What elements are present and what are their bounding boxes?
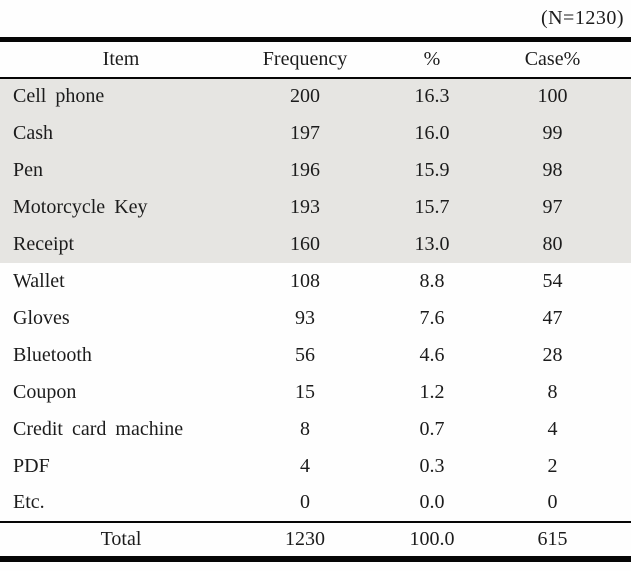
case-percent-cell: 4 [547,417,558,440]
frequency-cell: 108 [290,269,320,292]
table-row-bluetooth [0,337,631,374]
case-percent-cell: 0 [547,491,558,513]
case-percent-cell: 8 [547,380,558,403]
item-cell: Credit card machine [13,417,184,440]
percent-cell: 7.6 [419,306,445,329]
case-percent-cell: 2 [547,454,558,477]
item-cell: Etc. [13,491,45,513]
table-header [0,40,631,78]
frequency-cell: 160 [290,232,320,255]
total-percent: 100.0 [409,527,455,550]
percent-cell: 13.0 [414,232,450,255]
table-body [0,78,631,522]
table-row-cell-phone [0,78,631,115]
item-cell: Motorcycle Key [13,195,148,218]
item-cell: Coupon [13,380,77,403]
frequency-cell: 56 [295,343,315,366]
percent-cell: 16.0 [414,121,450,144]
item-cell: Cash [13,121,53,144]
table-row-pdf [0,448,631,485]
percent-cell: 15.7 [414,195,450,218]
total-label: Total [100,527,142,550]
total-row [0,522,631,559]
item-cell: Bluetooth [13,343,92,366]
col-header-frequency: Frequency [262,47,348,70]
item-cell: Pen [13,158,43,181]
percent-cell: 1.2 [419,380,445,403]
percent-cell: 0.0 [419,491,445,513]
case-percent-cell: 47 [542,306,563,329]
total-frequency: 1230 [285,527,325,550]
item-cell: Wallet [13,269,65,292]
table-row-cash [0,115,631,152]
total-case-percent: 615 [537,527,568,550]
percent-cell: 4.6 [419,343,445,366]
item-cell: PDF [13,454,50,477]
case-percent-cell: 100 [537,85,568,107]
frequency-cell: 193 [290,195,320,218]
table-row-motorcycle-key [0,189,631,226]
table-row-credit-card-machine [0,411,631,448]
table-row-pen [0,152,631,189]
case-percent-cell: 99 [542,121,563,144]
frequency-cell: 196 [290,158,320,181]
percent-cell: 15.9 [414,158,450,181]
frequency-cell: 15 [295,380,315,403]
percent-cell: 8.8 [419,269,445,292]
table-row-coupon [0,374,631,411]
frequency-cell: 8 [300,417,310,440]
header-row [0,40,631,78]
percent-cell: 16.3 [414,85,450,107]
case-percent-cell: 80 [542,232,563,255]
frequency-cell: 197 [290,121,320,144]
frequency-cell: 4 [300,454,310,477]
table-row-etc [0,485,631,522]
col-header-percent: % [423,47,441,70]
table-row-receipt [0,226,631,263]
case-percent-cell: 28 [542,343,563,366]
case-percent-cell: 54 [542,269,563,292]
frequency-cell: 93 [295,306,315,329]
case-percent-cell: 98 [542,158,563,181]
table-footer [0,522,631,559]
case-percent-cell: 97 [542,195,563,218]
frequency-cell: 0 [300,491,310,513]
table-row-gloves [0,300,631,337]
percent-cell: 0.7 [419,417,445,440]
percent-cell: 0.3 [419,454,445,477]
col-header-item: Item [102,47,140,70]
item-cell: Cell phone [13,85,105,107]
col-header-case-percent: Case% [524,47,581,70]
frequency-cell: 200 [290,85,320,107]
table-row-wallet [0,263,631,300]
sample-size-note: (N=1230) [540,7,624,29]
frequency-table [0,37,631,562]
item-cell: Receipt [13,232,75,255]
item-cell: Gloves [13,306,70,329]
